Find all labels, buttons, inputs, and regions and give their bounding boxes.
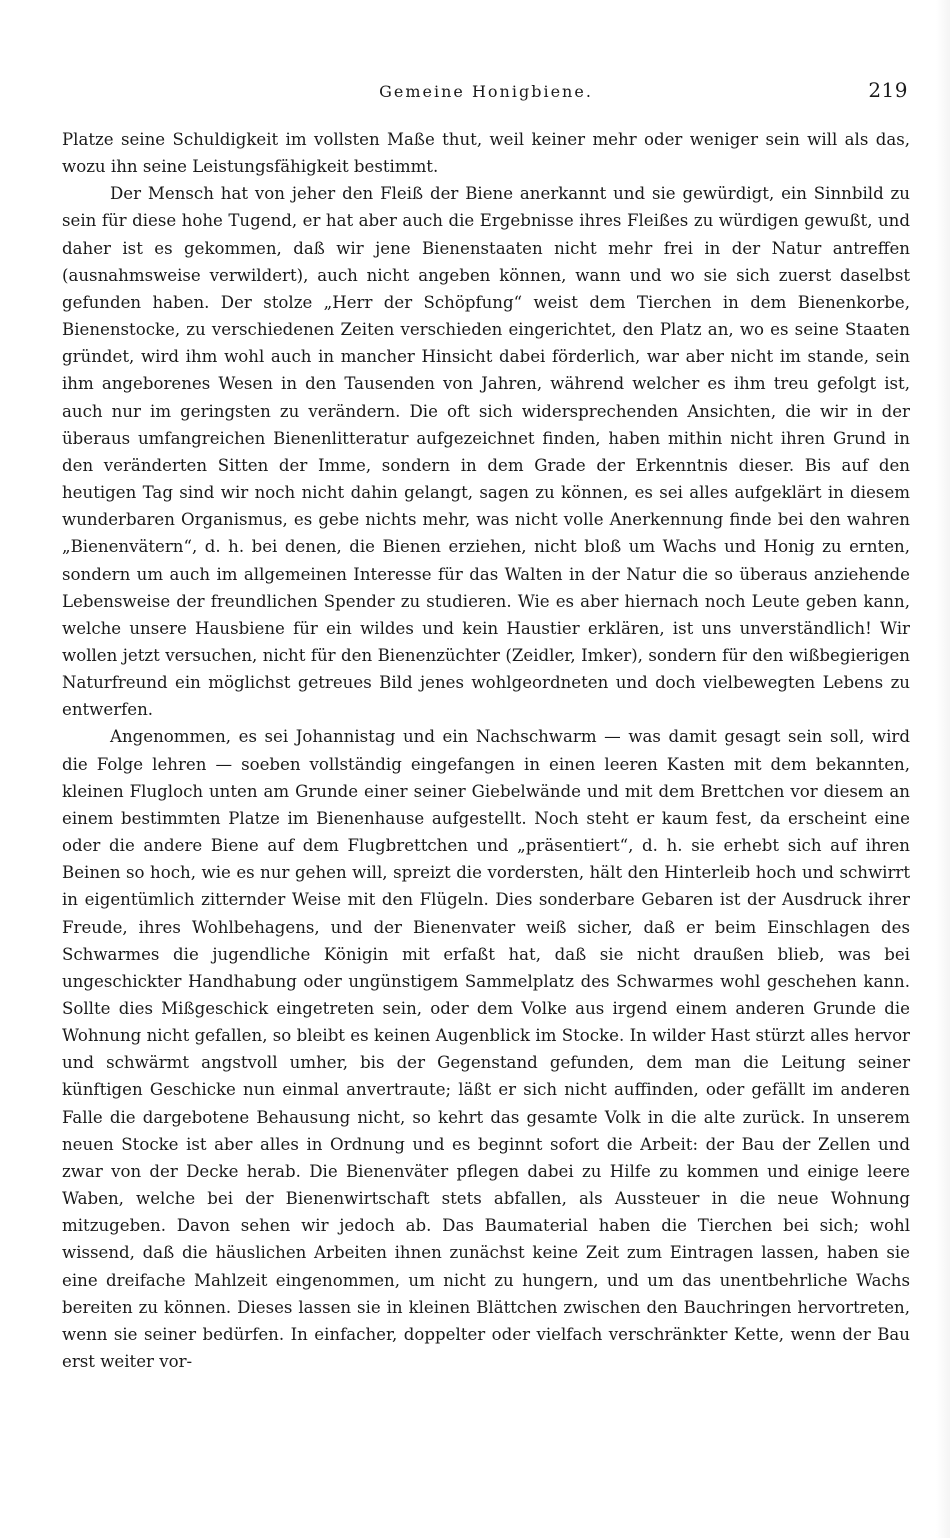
paragraph: Der Mensch hat von jeher den Fleiß der Biene anerkannt und sie gewürdigt, ein Sinnbild zu sein für diese hohe Tugend, er hat aber auch die Ergebnisse ihres Fleißes zu würdigen gewußt, und daher ist es gekommen, daß wir jene Bienenstaaten nicht mehr frei in der Natur antreffen (ausnahmsweise verwildert), auch nicht angeben können, wann und wo sie sich zuerst daselbst gefunden haben. Der stolze „Herr der Schöpfung“ weist dem Tierchen in dem Bienenkorbe, Bienenstocke, zu verschiedenen Zeiten verschieden eingerichtet, den Platz an, wo es seine Staaten gründet, wird ihm wohl auch in mancher Hinsicht dabei förderlich, war aber nicht im stande, sein ihm angeborenes Wesen in den Tausenden von Jahren, während welcher es ihm treu gefolgt ist, auch nur im geringsten zu verändern. Die oft sich widersprechenden Ansichten, die wir in der überaus umfangreichen Bienenlitteratur aufgezeichnet finden, haben mithin nicht ihren Grund in den veränderten Sitten der Imme, sondern in dem Grade der Erkenntnis dieser. Bis auf den heutigen Tag sind wir noch nicht dahin gelangt, sagen zu können, es sei alles aufgeklärt in diesem wunderbaren Organismus, es gebe nichts mehr, was nicht volle Anerkennung finde bei den wahren „Bienenvätern“, d. h. bei denen, die Bienen erziehen, nicht bloß um Wachs und Honig zu ernten, sondern um auch im allgemeinen Interesse für das Walten in der Natur die so überaus anziehende Lebensweise der freundlichen Spender zu studieren. Wie es aber hiernach noch Leute geben kann, welche unsere Hausbiene für ein wildes und kein Haustier erklären, ist uns unverständlich! Wir wollen jetzt versuchen, nicht für den Bienenzüchter (Zeidler, Imker), sondern für den wißbegierigen Naturfreund ein möglichst getreues Bild jenes wohlgeordneten und doch vielbewegten Lebens zu entwerfen. xyxy=(62,184,910,720)
paragraph-continued: Platze seine Schuldigkeit im vollsten Maße thut, weil keiner mehr oder weniger sein will als das, wozu ihn seine Leistungsfähigkeit bestimmt. xyxy=(62,130,910,177)
paragraph: Angenommen, es sei Johannistag und ein Nachschwarm — was damit gesagt sein soll, wird die Folge lehren — soeben vollständig eingefangen in einen leeren Kasten mit dem bekannten, kleinen Flugloch unten am Grunde einer seiner Giebelwände und mit dem Brettchen vor diesem an einem bestimmten Platze im Bienenhause aufgestellt. Noch steht er kaum fest, da erscheint eine oder die andere Biene auf dem Flugbrettchen und „präsentiert“, d. h. sie erhebt sich auf ihren Beinen so hoch, wie es nur gehen will, spreizt die vordersten, hält den Hinterleib hoch und schwirrt in eigentümlich zitternder Weise mit den Flügeln. Dies sonderbare Gebaren ist der Ausdruck ihrer Freude, ihres Wohlbehagens, und der Bienenvater weiß sicher, daß er beim Einschlagen des Schwarmes die jugendliche Königin mit erfaßt hat, daß sie nicht draußen blieb, was bei ungeschickter Handhabung oder ungünstigem Sammelplatz des Schwarmes wohl geschehen kann. Sollte dies Mißgeschick eingetreten sein, oder dem Volke aus irgend einem anderen Grunde die Wohnung nicht gefallen, so bleibt es keinen Augenblick im Stocke. In wilder Hast stürzt alles hervor und schwärmt angstvoll umher, bis der Gegenstand gefunden, dem man die Leitung seiner künftigen Geschicke nun einmal anvertraute; läßt er sich nicht auffinden, oder gefällt im anderen Falle die dargebotene Behausung nicht, so kehrt das gesamte Volk in die alte zurück. In unserem neuen Stocke ist aber alles in Ordnung und es beginnt sofort die Arbeit: der Bau der Zellen und zwar von der Decke herab. Die Bienenväter pflegen dabei zu Hilfe zu kommen und einige leere Waben, welche bei der Bienenwirtschaft stets abfallen, als Aussteuer in die neue Wohnung mitzugeben. Davon sehen wir jedoch ab. Das Baumaterial haben die Tierchen bei sich; wohl wissend, daß die häuslichen Arbeiten ihnen zunächst keine Zeit zum Eintragen lassen, haben sie eine dreifache Mahlzeit eingenommen, um nicht zu hungern, und um das unentbehrliche Wachs bereiten zu können. Dieses lassen sie in kleinen Blättchen zwischen den Bauchringen hervortreten, wenn sie seiner bedürfen. In einfacher, doppelter oder vielfach verschränkter Kette, wenn der Bau erst weiter vor- xyxy=(62,727,910,1372)
body-text xyxy=(62,126,910,1375)
page-header xyxy=(62,76,910,110)
running-title: Gemeine Honigbiene. xyxy=(379,82,593,101)
page-number: 219 xyxy=(868,78,908,102)
page-edge-shadow xyxy=(936,0,950,1538)
